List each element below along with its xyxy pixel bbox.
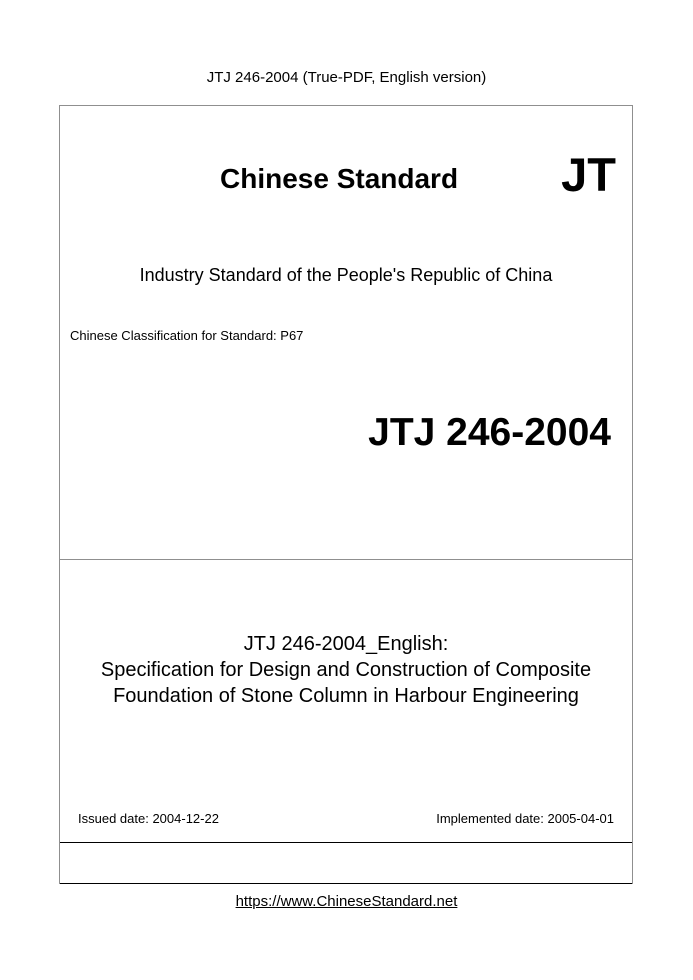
classification-line: Chinese Classification for Standard: P67: [70, 328, 304, 343]
website-link[interactable]: https://www.ChineseStandard.net: [235, 893, 458, 910]
implemented-date: Implemented date: 2005-04-01: [436, 811, 614, 826]
footer: [0, 892, 693, 912]
document-title-line: Foundation of Stone Column in Harbour Engineering: [113, 685, 579, 707]
cover-footer-box: [60, 842, 632, 884]
document-title: [60, 631, 632, 709]
category-code: JT: [561, 148, 616, 201]
standard-number: JTJ 246-2004: [368, 411, 611, 454]
industry-standard-line: Industry Standard of the People's Republic of China: [139, 265, 553, 285]
frame-bottom-border: [60, 883, 632, 884]
issued-date: Issued date: 2004-12-22: [78, 811, 219, 826]
page-header: JTJ 246-2004 (True-PDF, English version): [206, 69, 487, 86]
cover-lower-section: [60, 560, 632, 843]
cover-upper-section: [60, 106, 632, 560]
cover-frame: [59, 105, 633, 884]
document-title-line: Specification for Design and Construction of Composite: [100, 659, 592, 681]
main-title: Chinese Standard: [220, 163, 459, 194]
document-title-line: JTJ 246-2004_English:: [243, 633, 449, 655]
